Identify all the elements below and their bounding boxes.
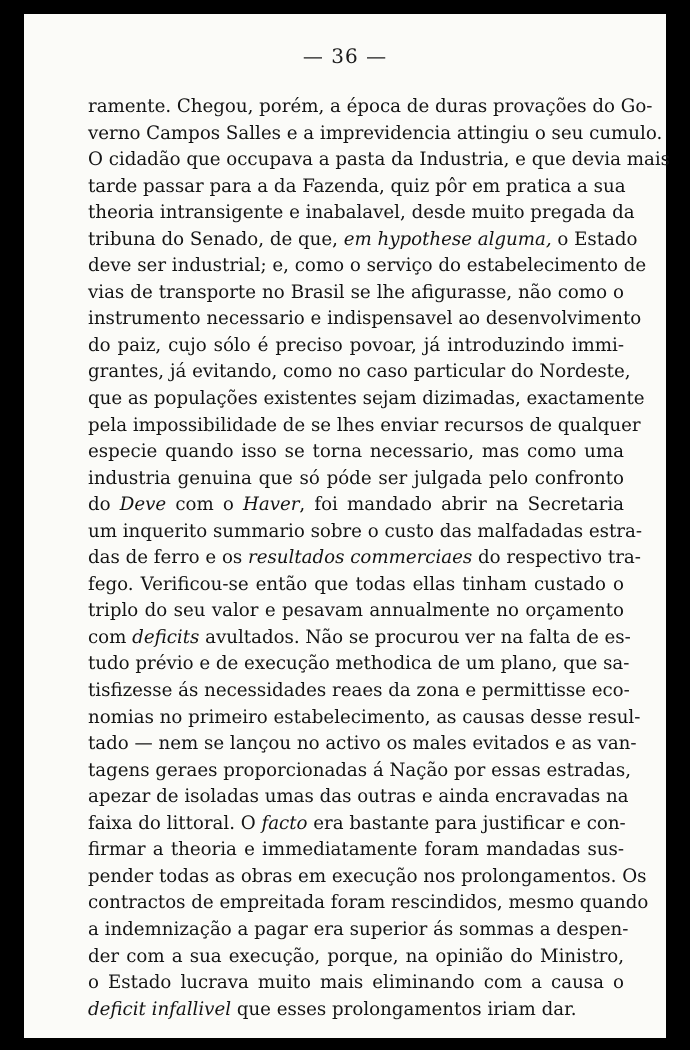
text-line: tarde passar para a da Fazenda, quiz pôr em pratica a sua <box>88 175 626 197</box>
text-segment: , foi mandado abrir na Secretaria <box>299 494 625 516</box>
text-line: contractos de empreitada foram rescindidos, mesmo quando <box>88 892 649 914</box>
text-line: grantes, já evitando, como no caso particular do Nordeste, <box>88 361 631 383</box>
text-line: tudo prévio e de execução methodica de um plano, que sa- <box>88 653 630 675</box>
text-line: pender todas as obras em execução nos prolongamentos. Os <box>88 865 647 887</box>
text-segment: era bastante para justificar e con- <box>307 812 626 834</box>
text-line: O cidadão que occupava a pasta da Industria, e que devia mais <box>88 149 670 171</box>
text-segment: do <box>88 494 120 516</box>
text-line: fego. Verificou-se então que todas ellas tinham custado o <box>88 573 624 595</box>
text-line: deve ser industrial; e, como o serviço do estabelecimento de <box>88 255 647 277</box>
text-segment: faixa do littoral. O <box>88 812 262 834</box>
italic-phrase: facto <box>261 812 308 834</box>
text-line: theoria intransigente e inabalavel, desde muito pregada da <box>88 202 635 224</box>
text-line: pela impossibilidade de se lhes enviar recursos de qualquer <box>88 414 641 436</box>
text-line: nomias no primeiro estabelecimento, as causas desse resul- <box>88 706 641 728</box>
text-line: industria genuina que só póde ser julgada pelo confronto <box>88 467 624 489</box>
text-line <box>88 492 624 519</box>
italic-phrase: resultados commerciaes <box>248 547 473 569</box>
text-line: triplo do seu valor e pesavam annualmente no orçamento <box>88 600 624 622</box>
text-segment: do respectivo tra- <box>472 547 641 569</box>
text-line: especie quando isso se torna necessario, mas como uma <box>88 441 624 463</box>
text-line: instrumento necessario e indispensavel ao desenvolvimento <box>88 308 642 330</box>
page-number: — 36 — <box>302 44 388 68</box>
italic-phrase: em hypothese alguma, <box>343 228 552 250</box>
text-segment: o Estado <box>551 228 638 250</box>
italic-phrase: Haver <box>242 494 300 516</box>
book-page <box>24 14 670 1038</box>
text-line <box>88 227 638 254</box>
text-line: firmar a theoria e immediatamente foram mandadas sus- <box>88 839 624 861</box>
text-line: a indemnização a pagar era superior ás sommas a despen- <box>88 918 629 940</box>
text-line: verno Campos Salles e a imprevidencia attingiu o seu cumulo. <box>88 122 663 144</box>
text-line: ramente. Chegou, porém, a época de duras provações do Go- <box>88 96 653 117</box>
italic-phrase: deficit infallivel <box>88 998 232 1020</box>
text-line <box>88 545 641 572</box>
text-line: tagens geraes proporcionadas á Nação por essas estradas, <box>88 759 632 781</box>
text-segment: avultados. Não se procurou ver na falta de es- <box>199 626 631 648</box>
body-text <box>88 94 670 1023</box>
text-line: tado — nem se lançou no activo os males evitados e as van- <box>88 733 637 755</box>
text-segment: das de ferro e os <box>88 547 249 569</box>
italic-phrase: deficits <box>132 626 200 648</box>
text-line: tisfizesse ás necessidades reaes da zona e permittisse eco- <box>88 680 630 702</box>
text-segment: com <box>88 626 133 648</box>
text-line: um inquerito summario sobre o custo das malfadadas estra- <box>88 520 642 542</box>
text-line <box>88 811 624 838</box>
text-line: der com a sua execução, porque, na opinião do Ministro, <box>88 945 624 967</box>
text-segment: tribuna do Senado, de que, <box>88 228 344 250</box>
text-line <box>88 997 624 1024</box>
text-line: o Estado lucrava muito mais eliminando com a causa o <box>88 972 624 994</box>
text-segment: com o <box>166 494 243 516</box>
text-line: que as populações existentes sejam dizimadas, exactamente <box>88 388 645 410</box>
text-line: apezar de isoladas umas das outras e ainda encravadas na <box>88 786 629 808</box>
text-line <box>88 625 631 652</box>
text-line: do paiz, cujo sólo é preciso povoar, já introduzindo immi- <box>88 334 624 356</box>
italic-phrase: Deve <box>119 494 167 516</box>
text-line: vias de transporte no Brasil se lhe afigurasse, não como o <box>88 281 624 303</box>
text-segment: que esses prolongamentos iriam dar. <box>231 998 577 1020</box>
